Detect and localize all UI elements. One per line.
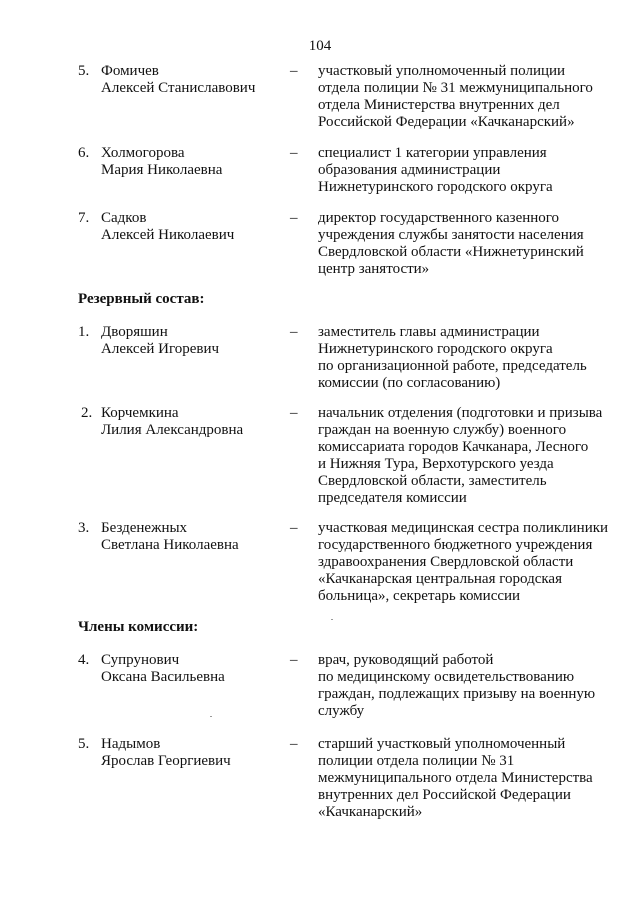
desc-line: по организационной работе, председатель (318, 358, 587, 374)
position-description (318, 405, 618, 507)
desc-line: заместитель главы администрации (318, 324, 540, 340)
scan-speck (331, 619, 333, 620)
given-name: Алексей Игоревич (101, 341, 220, 357)
desc-line: врач, руководящий работой (318, 652, 494, 668)
position-description (318, 652, 618, 720)
dash: – (290, 63, 298, 79)
item-number: 4. (78, 652, 90, 668)
desc-line: отдела Министерства внутренних дел (318, 97, 560, 113)
surname: Фомичев (101, 63, 159, 79)
dash: – (290, 145, 298, 161)
desc-line: внутренних дел Российской Федерации (318, 787, 571, 803)
position-description (318, 736, 618, 821)
desc-line: и Нижняя Тура, Верхотурского уезда (318, 456, 554, 472)
surname: Безденежных (101, 520, 188, 536)
dash: – (290, 324, 298, 340)
desc-line: отдела полиции № 31 межмуниципального (318, 80, 593, 96)
person-name (101, 324, 291, 358)
position-description (318, 520, 618, 605)
item-number: 2. (81, 405, 93, 421)
position-description (318, 63, 618, 131)
desc-line: Российской Федерации «Качканарский» (318, 114, 575, 130)
desc-line: председателя комиссии (318, 490, 467, 506)
desc-line: межмуниципального отдела Министерства (318, 770, 593, 786)
given-name: Ярослав Георгиевич (101, 753, 231, 769)
item-number: 5. (78, 736, 90, 752)
dash: – (290, 652, 298, 668)
surname: Холмогорова (101, 145, 185, 161)
given-name: Алексей Станиславович (101, 80, 256, 96)
desc-line: Нижнетуринского городского округа (318, 179, 553, 195)
person-name (101, 63, 291, 97)
position-description (318, 324, 618, 392)
desc-line: граждан на военную службу) военного (318, 422, 567, 438)
desc-line: комиссии (по согласованию) (318, 375, 501, 391)
dash: – (290, 736, 298, 752)
desc-line: Свердловской области «Нижнетуринский (318, 244, 584, 260)
surname: Садков (101, 210, 147, 226)
desc-line: специалист 1 категории управления (318, 145, 547, 161)
desc-line: по медицинскому освидетельствованию (318, 669, 575, 685)
given-name: Лилия Александровна (101, 422, 244, 438)
section-heading-reserve: Резервный состав: (78, 291, 205, 307)
desc-line: участковый уполномоченный полиции (318, 63, 566, 79)
item-number: 5. (78, 63, 90, 79)
desc-line: «Качканарская центральная городская (318, 571, 562, 587)
desc-line: Нижнетуринского городского округа (318, 341, 553, 357)
item-number: 7. (78, 210, 90, 226)
desc-line: здравоохранения Свердловской области (318, 554, 574, 570)
given-name: Оксана Васильевна (101, 669, 225, 685)
surname: Надымов (101, 736, 161, 752)
desc-line: комиссариата городов Качканара, Лесного (318, 439, 589, 455)
person-name (101, 736, 291, 770)
item-number: 6. (78, 145, 90, 161)
desc-line: образования администрации (318, 162, 501, 178)
desc-line: государственного бюджетного учреждения (318, 537, 593, 553)
desc-line: граждан, подлежащих призыву на военную (318, 686, 596, 702)
dash: – (290, 520, 298, 536)
item-number: 3. (78, 520, 90, 536)
desc-line: больница», секретарь комиссии (318, 588, 521, 604)
position-description (318, 145, 618, 196)
desc-line: центр занятости» (318, 261, 430, 277)
item-number: 1. (78, 324, 90, 340)
given-name: Светлана Николаевна (101, 537, 239, 553)
desc-line: участковая медицинская сестра поликлиники (318, 520, 609, 536)
desc-line: директор государственного казенного (318, 210, 560, 226)
given-name: Мария Николаевна (101, 162, 223, 178)
position-description (318, 210, 618, 278)
person-name (101, 405, 291, 439)
surname: Дворяшин (101, 324, 168, 340)
desc-line: полиции отдела полиции № 31 (318, 753, 515, 769)
desc-line: начальник отделения (подготовки и призыва (318, 405, 603, 421)
desc-line: старший участковый уполномоченный (318, 736, 566, 752)
surname: Корчемкина (101, 405, 179, 421)
page-number: 104 (308, 38, 332, 54)
surname: Супрунович (101, 652, 180, 668)
person-name (101, 210, 291, 244)
person-name (101, 145, 291, 179)
scan-speck (210, 716, 212, 717)
dash: – (290, 405, 298, 421)
dash: – (290, 210, 298, 226)
desc-line: учреждения службы занятости населения (318, 227, 584, 243)
person-name (101, 652, 291, 686)
given-name: Алексей Николаевич (101, 227, 235, 243)
desc-line: Свердловской области, заместитель (318, 473, 547, 489)
desc-line: «Качканарский» (318, 804, 423, 820)
section-heading-members: Члены комиссии: (78, 619, 199, 635)
desc-line: службу (318, 703, 365, 719)
person-name (101, 520, 291, 554)
